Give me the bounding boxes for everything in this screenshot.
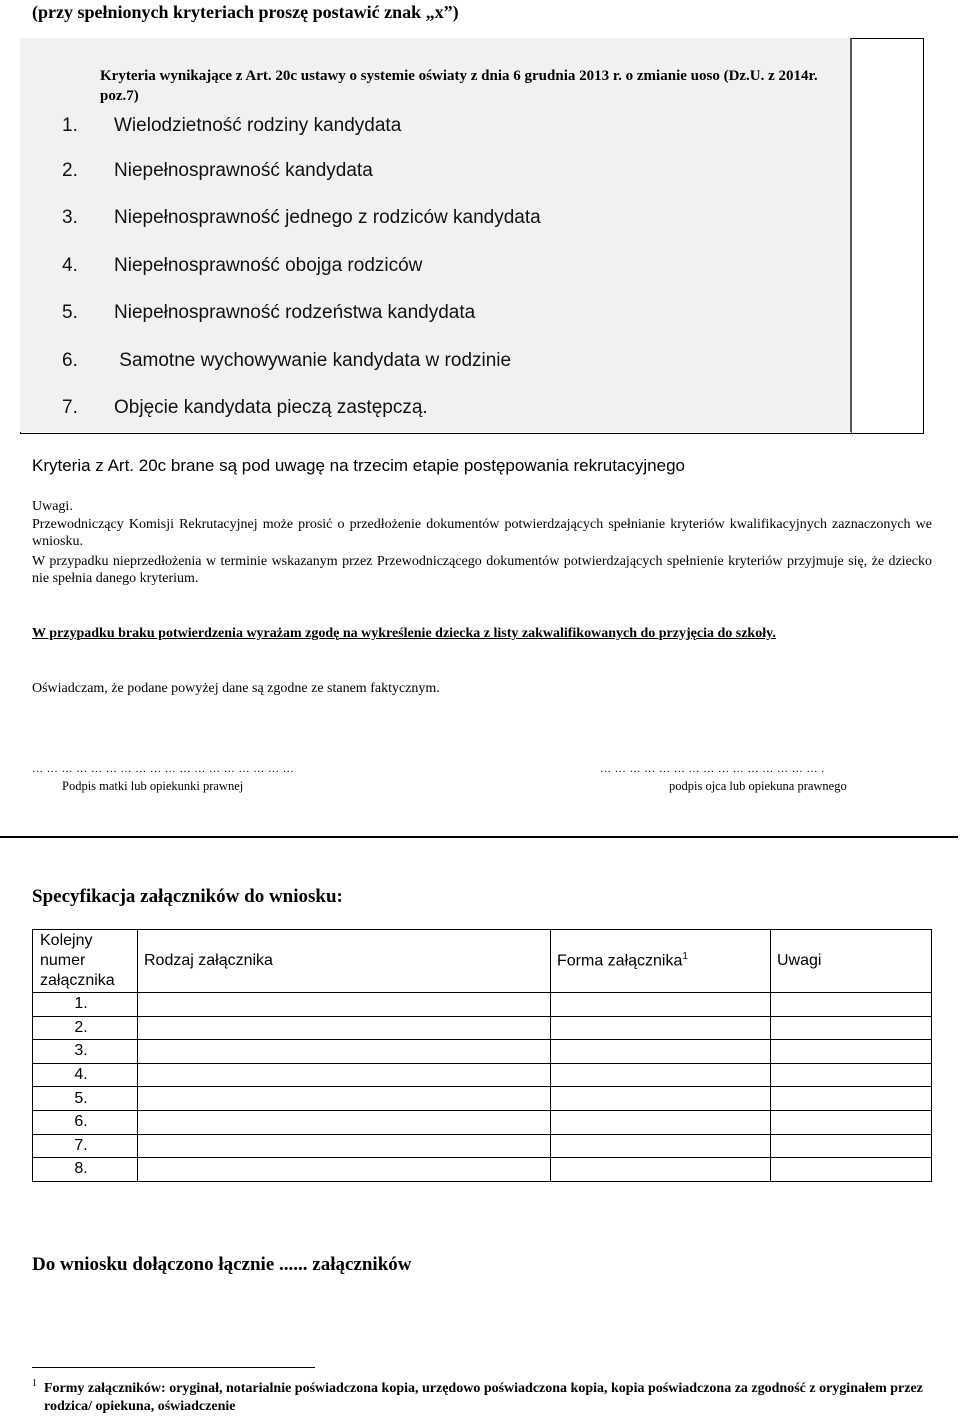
notes-cell[interactable] [771, 1110, 932, 1134]
mother-signature-line[interactable]: … … … … … … … … … … … … … … … … … … [32, 763, 295, 775]
criterion-number: 2. [62, 160, 78, 181]
criterion-label: Niepełnosprawność obojga rodziców [114, 255, 423, 276]
header-number-line: załącznika [40, 972, 115, 989]
row-number: 4. [33, 1063, 138, 1087]
father-signature-line[interactable]: … … … … … … … … … … … … … … … . [600, 763, 825, 775]
criteria-checkbox-column[interactable] [851, 38, 924, 434]
row-number: 3. [33, 1040, 138, 1064]
remarks-paragraph: W przypadku nieprzedłożenia w terminie wskazanym przez Przewodniczącego dokumentów potwierdzających spełnienie kryteriów przyjmuje się, że dziecko nie spełnia danego kryterium. [32, 554, 932, 586]
row-number: 2. [33, 1016, 138, 1040]
criterion-number: 4. [62, 255, 78, 276]
table-row [33, 1110, 932, 1134]
header-notes: Uwagi [771, 930, 932, 993]
row-number: 1. [33, 993, 138, 1017]
notes-cell[interactable] [771, 1087, 932, 1111]
remarks-paragraph: Przewodniczący Komisji Rekrutacyjnej może prosić o przedłożenie dokumentów potwierdzających spełnianie kryteriów kwalifikacyjnych zaznaczonych we wniosku. [32, 517, 932, 549]
criterion-label: Samotne wychowywanie kandydata w rodzinie [114, 350, 512, 371]
type-cell[interactable] [138, 1087, 551, 1111]
footnote-mark: 1 [32, 1378, 37, 1389]
notes-cell[interactable] [771, 1158, 932, 1182]
criterion-item [62, 207, 541, 229]
row-number: 8. [33, 1158, 138, 1182]
header-form-label: Forma załącznika [557, 952, 683, 970]
form-cell[interactable] [551, 1158, 771, 1182]
criterion-item [62, 115, 401, 137]
criterion-label: Niepełnosprawność jednego z rodziców kandydata [114, 207, 541, 228]
table-row [33, 1158, 932, 1182]
form-cell[interactable] [551, 1087, 771, 1111]
form-cell[interactable] [551, 1040, 771, 1064]
criterion-item [62, 302, 475, 324]
row-number: 5. [33, 1087, 138, 1111]
table-row [33, 993, 932, 1017]
criterion-number: 6. [62, 350, 78, 371]
consent-statement: W przypadku braku potwierdzenia wyrażam zgodę na wykreślenie dziecka z listy zakwalifikowanych do przyjęcia do szkoły. [32, 626, 776, 641]
attachments-table [32, 929, 932, 1182]
criterion-number: 3. [62, 207, 78, 228]
table-row [33, 1134, 932, 1158]
form-cell[interactable] [551, 993, 771, 1017]
criterion-number: 7. [62, 397, 78, 418]
header-form [551, 930, 771, 993]
type-cell[interactable] [138, 1134, 551, 1158]
row-number: 7. [33, 1134, 138, 1158]
criterion-item [62, 160, 373, 182]
notes-cell[interactable] [771, 1040, 932, 1064]
section-divider [0, 836, 958, 838]
header-type: Rodzaj załącznika [138, 930, 551, 993]
form-cell[interactable] [551, 1110, 771, 1134]
attachments-total: Do wniosku dołączono łącznie ...... załączników [32, 1254, 412, 1275]
footnote-separator [32, 1367, 315, 1368]
mother-signature-label: Podpis matki lub opiekunki prawnej [62, 779, 244, 793]
criterion-item [62, 350, 511, 372]
remarks-title: Uwagi. [32, 499, 73, 514]
table-row [33, 1016, 932, 1040]
form-cell[interactable] [551, 1134, 771, 1158]
type-cell[interactable] [138, 1040, 551, 1064]
type-cell[interactable] [138, 1016, 551, 1040]
table-row [33, 1087, 932, 1111]
table-row [33, 1063, 932, 1087]
type-cell[interactable] [138, 1063, 551, 1087]
stage-note: Kryteria z Art. 20c brane są pod uwagę na trzecim etapie postępowania rekrutacyjnego [32, 456, 685, 475]
criterion-number: 5. [62, 302, 78, 323]
criterion-number: 1. [62, 115, 78, 136]
footnote-ref: 1 [682, 951, 688, 963]
page-title: (przy spełnionych kryteriach proszę postawić znak „x”) [32, 2, 459, 22]
table-header-row [33, 930, 932, 993]
notes-cell[interactable] [771, 1016, 932, 1040]
type-cell[interactable] [138, 993, 551, 1017]
header-number-line: numer [40, 952, 86, 969]
father-signature-label: podpis ojca lub opiekuna prawnego [669, 779, 847, 793]
criterion-label: Niepełnosprawność rodzeństwa kandydata [114, 302, 476, 323]
criterion-label: Wielodzietność rodziny kandydata [114, 115, 402, 136]
criterion-label: Niepełnosprawność kandydata [114, 160, 373, 181]
type-cell[interactable] [138, 1110, 551, 1134]
form-cell[interactable] [551, 1016, 771, 1040]
notes-cell[interactable] [771, 1134, 932, 1158]
row-number: 6. [33, 1110, 138, 1134]
notes-cell[interactable] [771, 993, 932, 1017]
criteria-heading: Kryteria wynikające z Art. 20c ustawy o systemie oświaty z dnia 6 grudnia 2013 r. o zmianie uoso (Dz.U. z 2014r. poz.7) [100, 68, 818, 104]
attachments-title: Specyfikacja załączników do wniosku: [32, 886, 343, 907]
header-number [33, 930, 138, 993]
declaration: Oświadczam, że podane powyżej dane są zgodne ze stanem faktycznym. [32, 681, 440, 696]
form-cell[interactable] [551, 1063, 771, 1087]
type-cell[interactable] [138, 1158, 551, 1182]
table-row [33, 1040, 932, 1064]
header-number-line: Kolejny [40, 932, 93, 949]
criterion-label: Objęcie kandydata pieczą zastępczą. [114, 397, 428, 418]
footnote-text: Formy załączników: oryginał, notarialnie poświadczona kopia, urzędowo poświadczona kopia, kopia poświadczona za zgodność z oryginałem przez rodzica/ opiekuna, oświadczenie [44, 1381, 923, 1414]
criterion-item [62, 255, 422, 277]
notes-cell[interactable] [771, 1063, 932, 1087]
criterion-item [62, 397, 428, 419]
